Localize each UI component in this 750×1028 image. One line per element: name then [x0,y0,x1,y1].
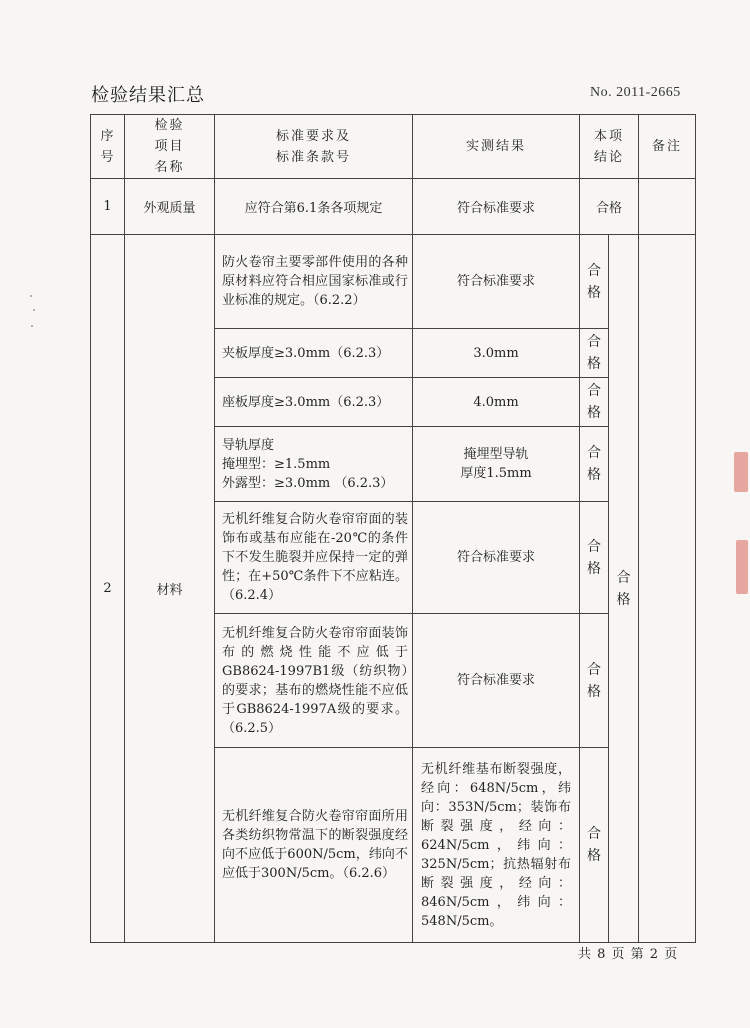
sub-conclusion: 合格 [580,329,609,378]
report-number: No. 2011-2665 [590,85,681,100]
row1-standard: 应符合第6.1条各项规定 [215,179,413,235]
sub-conclusion: 合格 [580,748,609,943]
sub-standard-line: 掩埋型：≥1.5mm [222,456,331,472]
sub-conclusion: 合格 [580,614,609,748]
sub-standard-line: 导轨厚度 [222,437,275,453]
row1-remark [639,179,696,235]
sub-standard: 防火卷帘主要零部件使用的各种原材料应符合相应国家标准或行业标准的规定。（6.2.2） [215,235,413,329]
sub-result [413,427,580,502]
table-header-row [91,115,696,179]
sub-result-line: 厚度1.5mm [460,466,532,481]
sub-conclusion: 合格 [580,378,609,427]
sub-conclusion: 合格 [580,502,609,614]
seal-fragment-top [734,452,748,492]
table-row [91,235,696,329]
sub-standard: 无机纤维复合防火卷帘帘面的装饰布或基布应能在-20℃的条件下不发生脆裂并应保持一定的弹性；在+50℃条件下不应粘连。（6.2.4） [215,502,413,614]
row1-item: 外观质量 [125,179,215,235]
page-info: 共 8 页 第 2 页 [578,947,679,962]
inspection-results-table [90,114,696,943]
sub-standard: 无机纤维复合防火卷帘帘面装饰布的燃烧性能不应低于GB8624-1997B1级（纺织物）的要求；基布的燃烧性能不应低于GB8624-1997A级的要求。（6.2.5） [215,614,413,748]
row1-result: 符合标准要求 [413,179,580,235]
header-remark: 备注 [639,115,696,179]
row1-conclusion: 合格 [580,179,639,235]
sub-standard: 无机纤维复合防火卷帘帘面所用各类纺织物常温下的断裂强度经向不应低于600N/5cm，纬向不应低于300N/5cm。（6.2.6） [215,748,413,943]
row2-item: 材料 [125,235,215,943]
scan-specks [30,295,38,335]
header-standard: 标准要求及标准条款号 [215,115,413,179]
table-row [91,179,696,235]
sub-standard: 座板厚度≥3.0mm（6.2.3） [215,378,413,427]
header-conclusion: 本项结论 [580,115,639,179]
seal-fragment-bottom [736,540,748,594]
sub-result: 3.0mm [413,329,580,378]
row2-seq: 2 [91,235,125,943]
header-item-name: 检验项目名称 [125,115,215,179]
sub-result-line: 掩埋型导轨 [463,447,529,462]
row2-overall-conclusion: 合格 [609,235,639,943]
sub-result: 4.0mm [413,378,580,427]
sub-result: 符合标准要求 [413,502,580,614]
sub-standard-line: 外露型：≥3.0mm （6.2.3） [222,475,394,491]
row1-seq: 1 [91,179,125,235]
sub-result: 符合标准要求 [413,235,580,329]
sub-result: 符合标准要求 [413,614,580,748]
sub-standard [215,427,413,502]
sub-conclusion: 合格 [580,427,609,502]
sub-result: 无机纤维基布断裂强度，经向：648N/5cm，纬向：353N/5cm；装饰布断裂强度，经向：624N/5cm，纬向：325N/5cm；抗热辐射布断裂强度，经向：846N/5cm，纬向：548N/5cm。 [413,748,580,943]
sub-conclusion: 合格 [580,235,609,329]
row2-remark [639,235,696,943]
header-seq: 序号 [91,115,125,179]
sub-standard: 夹板厚度≥3.0mm（6.2.3） [215,329,413,378]
page-title: 检验结果汇总 [91,85,205,106]
header-result: 实测结果 [413,115,580,179]
